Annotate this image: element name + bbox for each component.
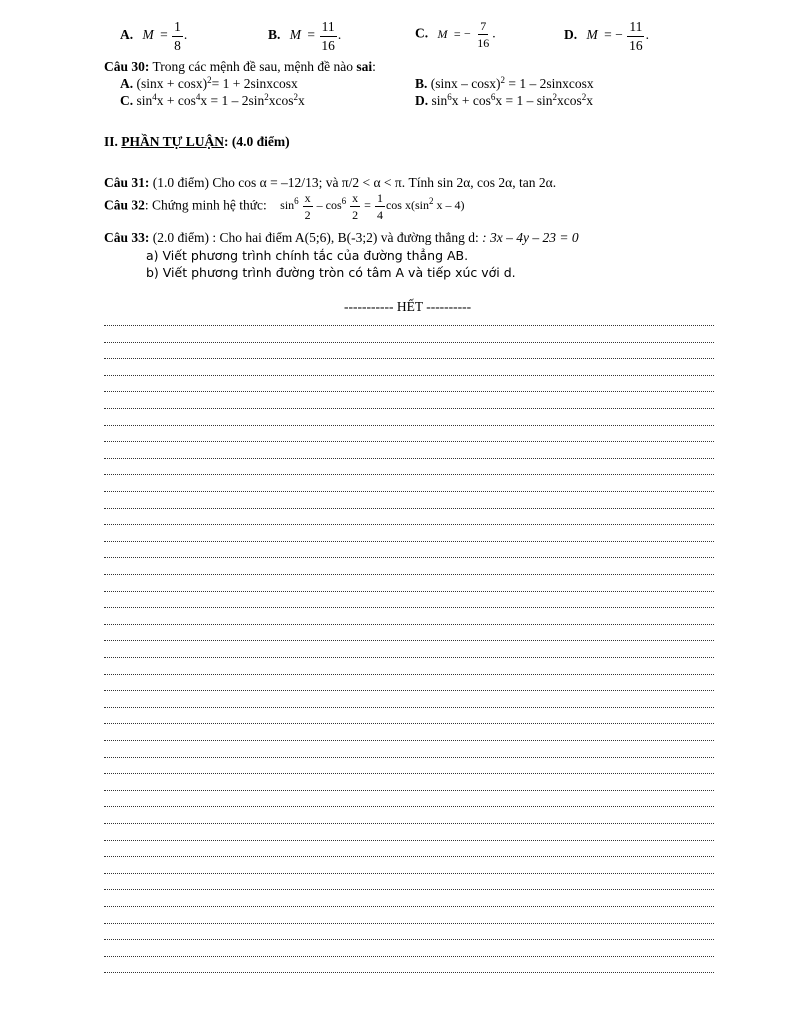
answer-line [104,873,714,874]
period: . [492,25,496,41]
option-text: (sinx – cosx) [427,76,501,91]
equals: = [361,198,374,213]
question-emphasis: sai [356,59,373,74]
question-text: : Chứng minh hệ thức: [144,197,267,213]
option-letter: A. [120,76,134,91]
question-label: Câu 30: [104,59,150,74]
answer-line [104,624,714,625]
q33-part-a: a) Viết phương trình chính tắc của đường thẳng AB. [146,248,469,263]
option-text: = 1 + 2sinxcosx [211,76,298,91]
option-text: x = 1 – sin [495,93,553,108]
denominator: 2 [352,208,359,222]
exponent: 2 [428,196,434,207]
q32 [104,192,464,221]
numerator: x [352,191,359,205]
answer-line [104,939,714,940]
numerator: 7 [480,19,487,33]
equals: = [453,26,461,41]
numerator: 1 [172,20,183,37]
question-colon: : [372,59,376,74]
answer-line [104,956,714,957]
answer-line [104,408,714,409]
equals: = [604,27,612,43]
sin-text: sin [280,198,295,213]
answer-line [104,342,714,343]
period: . [337,27,342,43]
period: . [183,27,188,43]
answer-line [104,823,714,824]
answer-line [104,524,714,525]
exponent: 2 [264,92,269,102]
answer-line [104,557,714,558]
question-text: Trong các mệnh đề sau, mệnh đề nào [149,59,357,74]
answer-line [104,591,714,592]
denominator: 8 [174,37,181,53]
rhs-text: cos x(sin [385,198,429,213]
option-text: x [298,93,305,108]
denominator: 4 [376,208,383,222]
answer-line [104,391,714,392]
sign: − [615,27,623,43]
option-text: x = 1 – 2sin [200,93,265,108]
section-points: : (4.0 điểm) [224,134,290,149]
q30-stem [104,59,376,75]
fraction [172,20,183,52]
numerator: 1 [376,191,383,205]
answer-line [104,773,714,774]
answer-line [104,607,714,608]
answer-line [104,889,714,890]
fraction [475,20,491,49]
option-letter: B. [268,27,281,43]
period: . [645,27,649,43]
option-text: = 1 – 2sinxcosx [505,76,594,91]
fraction-x-over-2 [303,192,313,221]
question-label: Câu 32 [104,197,145,213]
q29-option-a [120,20,187,52]
option-text: sin [428,93,448,108]
answer-line [104,906,714,907]
answer-line [104,707,714,708]
answer-line [104,757,714,758]
option-letter: C. [415,25,429,41]
question-label: Câu 33: [104,230,150,245]
answer-line [104,474,714,475]
variable: M [437,26,448,41]
q30-option-c [120,93,305,109]
fraction-x-over-2 [350,192,360,221]
rhs-text: x – 4) [433,198,465,213]
answer-line [104,790,714,791]
exponent: 6 [447,92,452,102]
exponent: 6 [341,196,347,207]
fraction [319,20,337,52]
option-text: (sinx + cosx) [133,76,208,91]
answer-line [104,541,714,542]
answer-line [104,923,714,924]
exponent: 2 [581,92,587,102]
q29-option-c [415,20,496,49]
exponent: 2 [500,75,506,85]
section-number: II. [104,134,122,149]
answer-line [104,574,714,575]
answer-line [104,690,714,691]
q30-option-b [415,76,594,92]
answer-line [104,325,714,326]
question-text: (2.0 điểm) : Cho hai điểm A(5;6), B(-3;2) và đường thẳng d: [149,230,479,245]
fraction [627,20,645,52]
exponent: 2 [293,92,298,102]
answer-line [104,491,714,492]
q30-option-d [415,93,593,109]
numerator: 11 [627,20,644,37]
q31 [104,175,556,191]
q30-option-a [120,76,298,92]
q29-option-d [564,20,649,52]
denominator: 16 [321,37,335,53]
answer-line [104,740,714,741]
answer-line [104,425,714,426]
exponent: 4 [152,92,157,102]
answer-line [104,441,714,442]
answer-line [104,972,714,973]
answer-line [104,508,714,509]
exponent: 4 [195,92,201,102]
section-title: PHẦN TỰ LUẬN [121,134,225,149]
variable: M [142,27,154,43]
line-equation: : 3x – 4y – 23 = 0 [478,230,579,245]
fraction-1-over-4 [375,192,385,221]
equals: = [307,27,316,43]
answer-line [104,856,714,857]
answer-line [104,723,714,724]
exponent: 6 [490,92,496,102]
equals: = [160,27,168,43]
end-marker: ----------- HẾT ---------- [344,299,472,314]
option-text: x + cos [451,93,491,108]
option-letter: D. [564,27,578,43]
answer-line [104,657,714,658]
question-text: (1.0 điểm) Cho cos α = –12/13; và π/2 < α < π. Tính sin 2α, cos 2α, tan 2α. [149,175,557,190]
exponent: 6 [294,196,299,207]
answer-line [104,458,714,459]
question-label: Câu 31: [104,175,150,190]
denominator: 2 [304,208,311,222]
identity-formula [280,191,465,222]
answer-line [104,840,714,841]
q29-option-b [268,20,341,52]
denominator: 16 [477,36,490,50]
option-letter: C. [120,93,134,108]
answer-line [104,375,714,376]
option-letter: A. [120,27,134,43]
variable: M [586,27,598,43]
option-letter: B. [415,76,428,91]
option-text: x [586,93,593,108]
answer-line [104,358,714,359]
option-text: xcos [268,93,294,108]
answer-line [104,806,714,807]
exponent: 2 [207,75,212,85]
option-text: sin [133,93,153,108]
section-heading [104,134,290,150]
option-text: xcos [557,93,582,108]
numerator: x [304,191,311,205]
option-text: x + cos [156,93,196,108]
q33-part-b: b) Viết phương trình đường tròn có tâm A và tiếp xúc với d. [146,265,516,280]
option-letter: D. [415,93,429,108]
sign: − [464,26,471,41]
answer-line [104,674,714,675]
denominator: 16 [629,37,643,53]
q33 [104,230,579,246]
numerator: 11 [320,20,337,37]
cos-text: – cos [313,198,342,213]
answer-line [104,640,714,641]
variable: M [289,27,302,43]
exponent: 2 [552,92,557,102]
